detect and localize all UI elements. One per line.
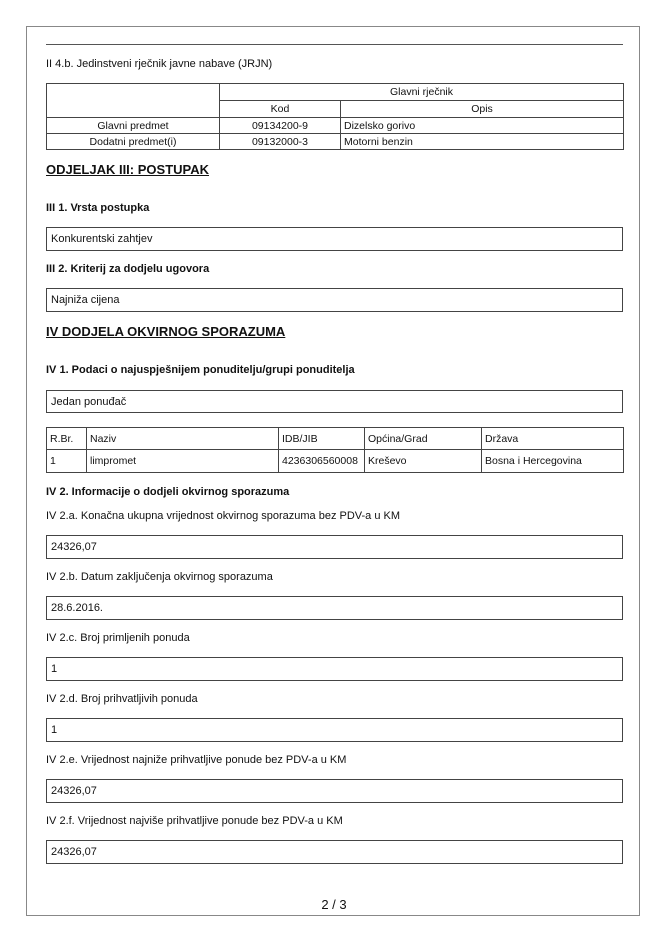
page-number: 2 / 3 (321, 897, 347, 912)
field-label: IV 2.f. Vrijednost najviše prihvatljive ponude bez PDV-a u KM (46, 815, 343, 827)
field-label: IV 2.e. Vrijednost najniže prihvatljive ponude bez PDV-a u KM (46, 754, 347, 766)
jrjn-row-label: Dodatni predmet(i) (47, 134, 220, 150)
top-divider (46, 44, 623, 45)
bidders-col-opcina: Općina/Grad (365, 428, 482, 450)
bidder-drzava: Bosna i Hercegovina (482, 450, 624, 473)
bidder-naziv: limpromet (87, 450, 279, 473)
jrjn-row-opis: Dizelsko gorivo (341, 118, 624, 134)
table-row (47, 118, 624, 134)
jrjn-title: II 4.b. Jedinstveni rječnik javne nabave (JRJN) (46, 58, 273, 70)
kriterij-label: III 2. Kriterij za dodjelu ugovora (46, 263, 210, 275)
section-iv-heading: IV DODJELA OKVIRNOG SPORAZUMA (46, 324, 286, 339)
table-row (47, 134, 624, 150)
bidders-table (46, 427, 624, 473)
bidders-col-idb: IDB/JIB (279, 428, 365, 450)
bidders-col-naziv: Naziv (87, 428, 279, 450)
field-value: 24326,07 (46, 779, 623, 803)
jrjn-row-opis: Motorni benzin (341, 134, 624, 150)
jrjn-row-kod: 09134200-9 (220, 118, 341, 134)
field-value: 1 (46, 718, 623, 742)
section-iii-heading: ODJELJAK III: POSTUPAK (46, 162, 210, 177)
field-value: 24326,07 (46, 840, 623, 864)
table-row (47, 450, 624, 473)
podaci-value: Jedan ponuđač (46, 390, 623, 413)
field-value: 1 (46, 657, 623, 681)
field-label: IV 2.c. Broj primljenih ponuda (46, 632, 190, 644)
kriterij-value: Najniža cijena (46, 288, 623, 312)
jrjn-row-kod: 09132000-3 (220, 134, 341, 150)
jrjn-group-header: Glavni rječnik (220, 84, 624, 101)
vrsta-postupka-value: Konkurentski zahtjev (46, 227, 623, 251)
jrjn-col-opis: Opis (341, 101, 624, 118)
bidder-opcina: Kreševo (365, 450, 482, 473)
field-value: 28.6.2016. (46, 596, 623, 620)
field-label: IV 2.a. Konačna ukupna vrijednost okvirnog sporazuma bez PDV-a u KM (46, 510, 401, 522)
bidder-idb: 4236306560008 (279, 450, 365, 473)
field-label: IV 2.b. Datum zaključenja okvirnog sporazuma (46, 571, 273, 583)
jrjn-table (46, 83, 624, 150)
vrsta-postupka-label: III 1. Vrsta postupka (46, 202, 150, 214)
jrjn-row-label: Glavni predmet (47, 118, 220, 134)
field-value: 24326,07 (46, 535, 623, 559)
podaci-label: IV 1. Podaci o najuspješnijem ponuditelju/grupi ponuditelja (46, 364, 355, 376)
bidders-col-drzava: Država (482, 428, 624, 450)
jrjn-col-kod: Kod (220, 101, 341, 118)
informacije-label: IV 2. Informacije o dodjeli okvirnog sporazuma (46, 486, 290, 498)
jrjn-empty-corner (47, 84, 220, 118)
bidders-col-rbr: R.Br. (47, 428, 87, 450)
bidder-rbr: 1 (47, 450, 87, 473)
field-label: IV 2.d. Broj prihvatljivih ponuda (46, 693, 198, 705)
